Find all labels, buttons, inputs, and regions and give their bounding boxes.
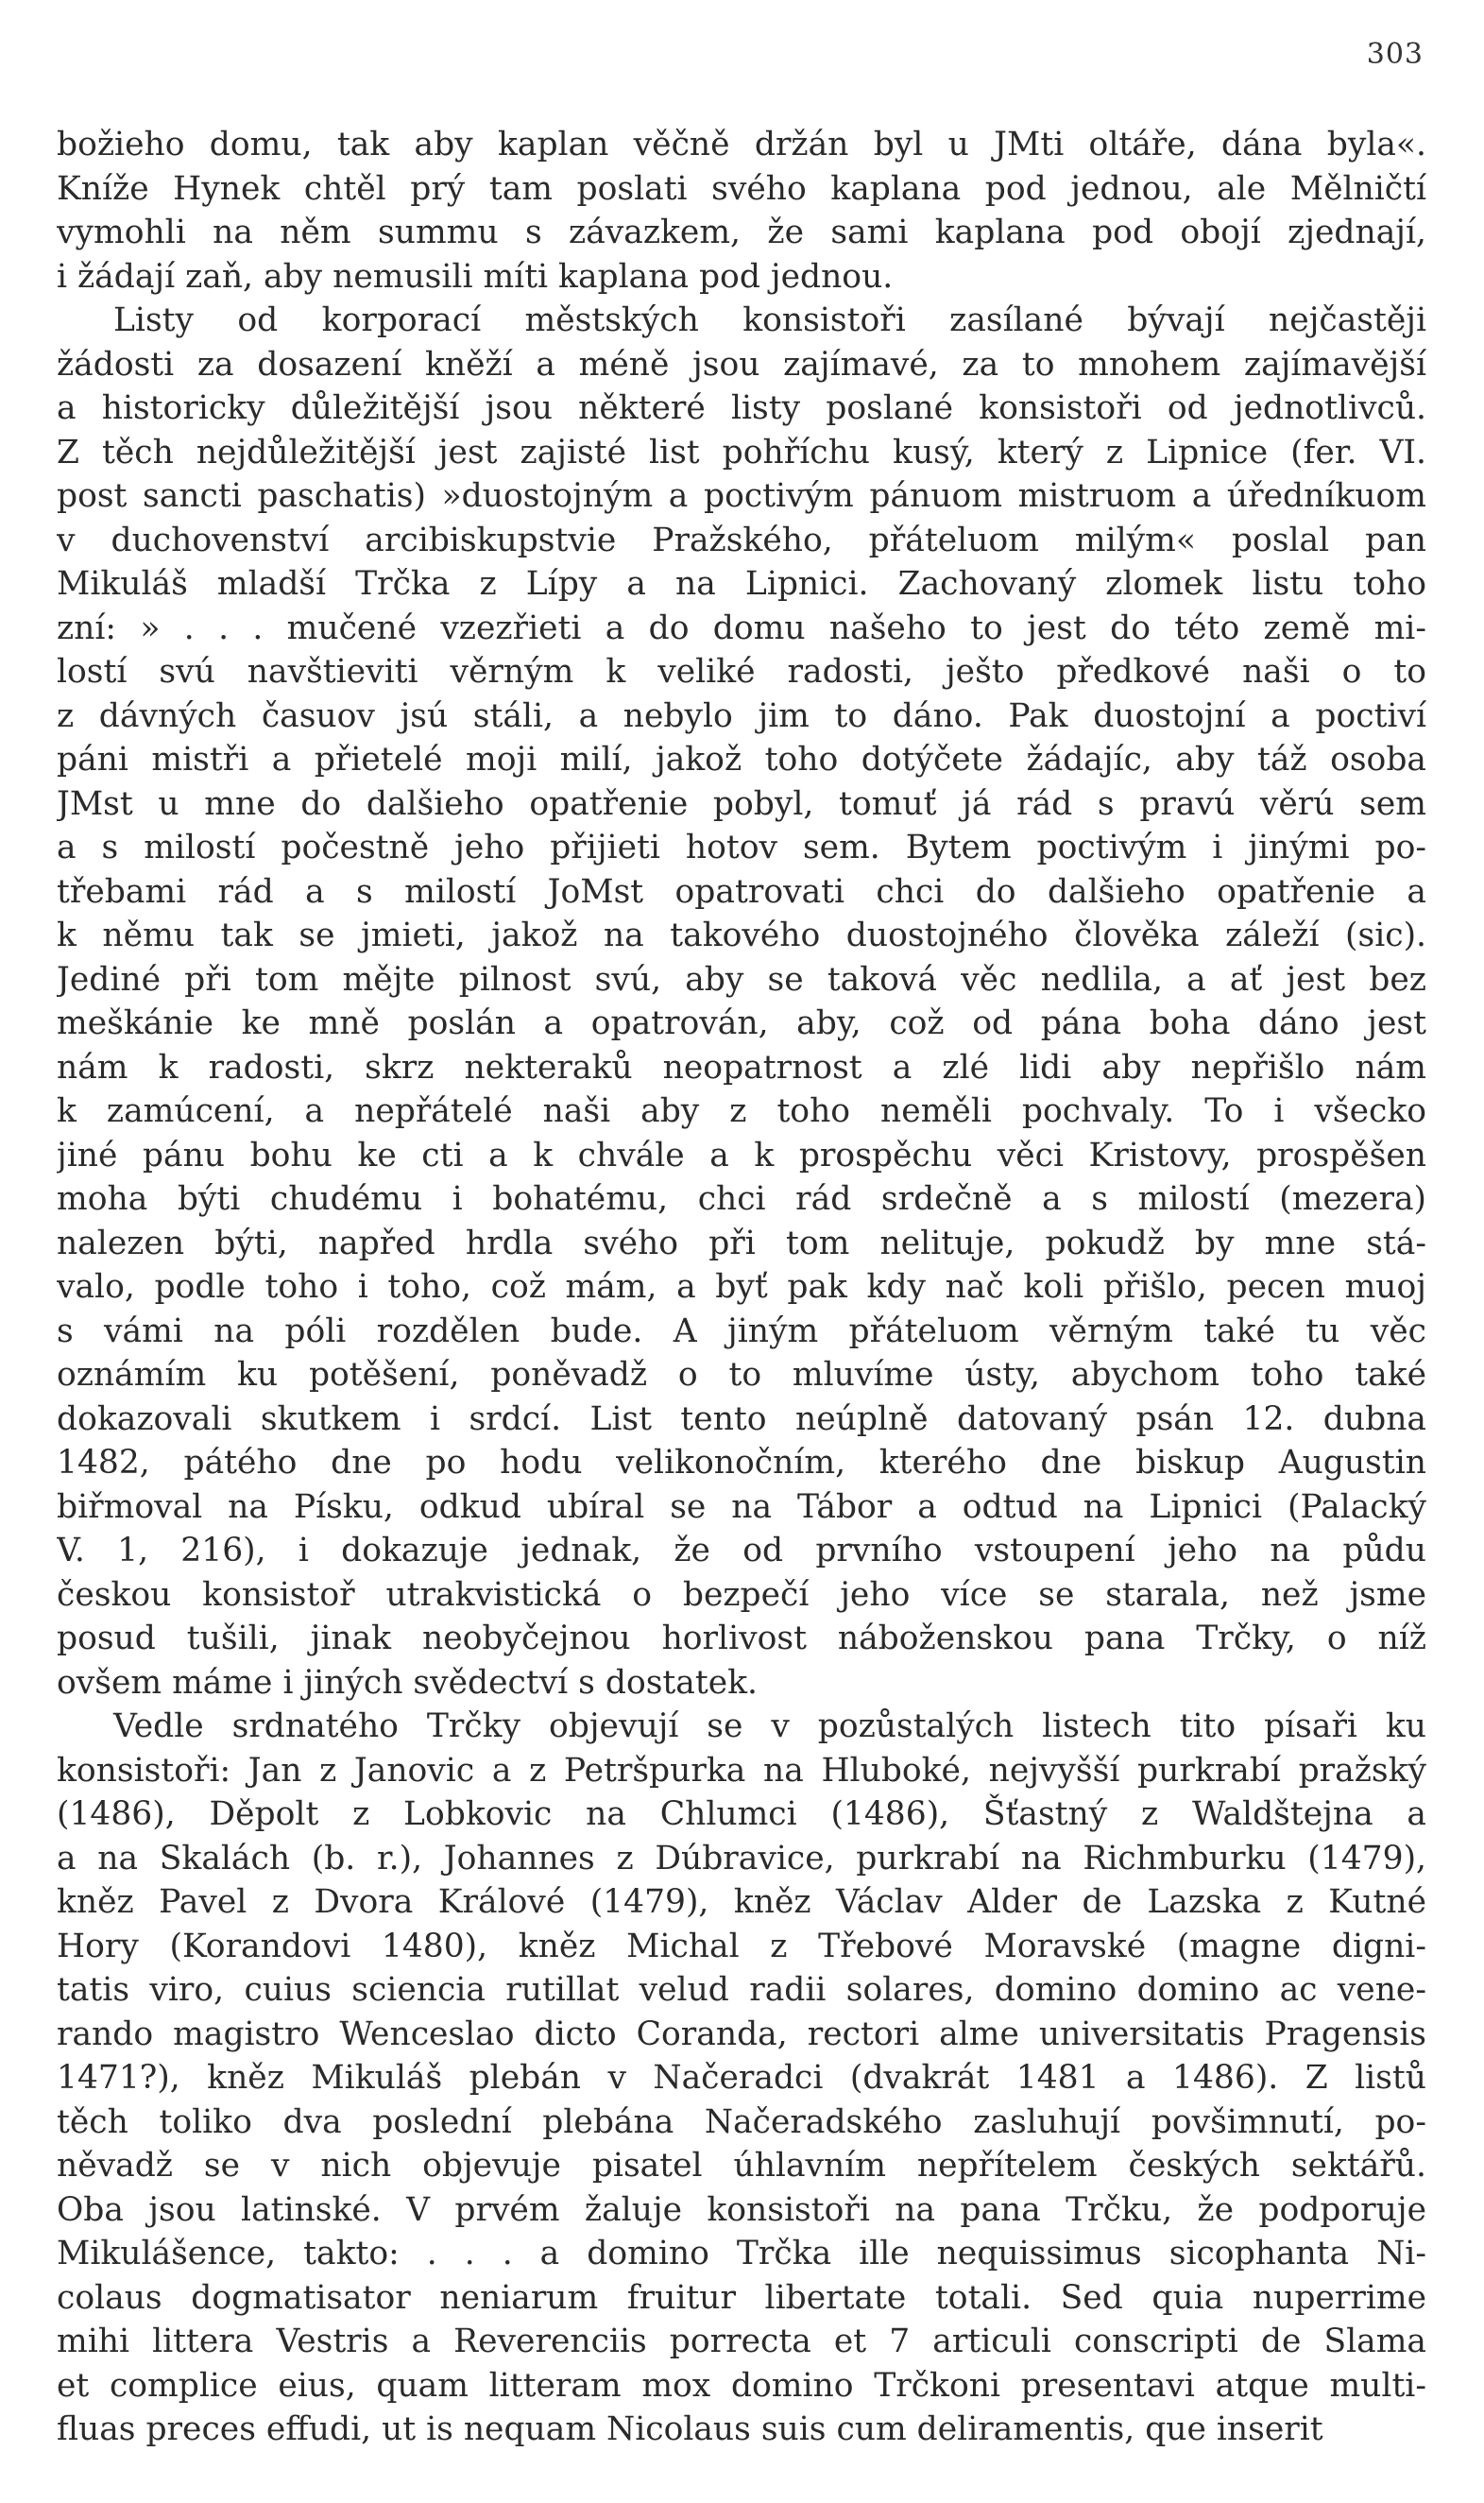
text-line: k zamúcení, a nepřátelé naši aby z toho neměli pochvaly. To i všecko bbox=[57, 1092, 1426, 1130]
text-line: 1471?), kněz Mikuláš plebán v Načeradci (dvakrát 1481 a 1486). Z listů bbox=[57, 2059, 1426, 2097]
text-line: nám k radosti, skrz nekteraků neopatrnost a zlé lidi aby nepřišlo nám bbox=[57, 1048, 1426, 1087]
text-line: tatis viro, cuius sciencia rutillat velud radii solares, domino domino ac vene- bbox=[57, 1971, 1426, 2009]
text-line: rando magistro Wenceslao dicto Coranda, rectori alme universitatis Pragensis bbox=[57, 2014, 1426, 2053]
text-line: kněz Pavel z Dvora Králové (1479), kněz Václav Alder de Lazska z Kutné bbox=[57, 1883, 1426, 1921]
text-line: (1486), Děpolt z Lobkovic na Chlumci (1486), Šťastný z Waldštejna a bbox=[57, 1795, 1426, 1833]
page-number: 303 bbox=[1366, 38, 1424, 71]
paragraph bbox=[57, 123, 1426, 299]
text-line: Vedle srdnatého Trčky objevují se v pozůstalých listech tito písaři ku bbox=[113, 1707, 1426, 1745]
text-line: i žádají zaň, aby nemusili míti kaplana pod jednou. bbox=[57, 257, 894, 296]
text-line: posud tušili, jinak neobyčejnou horlivost náboženskou pana Trčky, o níž bbox=[57, 1620, 1426, 1657]
text-line: mihi littera Vestris a Reverenciis porrecta et 7 articuli conscripti de Slama bbox=[57, 2323, 1426, 2360]
text-line: v duchovenství arcibiskupstvie Pražského, přáteluom milým« poslal pan bbox=[57, 521, 1426, 559]
text-line: božieho domu, tak aby kaplan věčně držán byl u JMti oltáře, dána byla«. bbox=[57, 126, 1426, 163]
text-line: et complice eius, quam litteram mox domino Trčkoni presentavi atque multi- bbox=[57, 2366, 1426, 2405]
text-line: těch toliko dva poslední plebána Načeradského zasluhují povšimnutí, po- bbox=[57, 2102, 1426, 2141]
text-line: z dávných časuov jsú stáli, a nebylo jim to dáno. Pak duostojní a poctiví bbox=[57, 696, 1426, 735]
text-line: Mikuláš mladší Trčka z Lípy a na Lipnici. Zachovaný zlomek listu toho bbox=[57, 565, 1426, 603]
text-line: českou konsistoř utrakvistická o bezpečí jeho více se starala, než jsme bbox=[57, 1575, 1426, 1614]
text-line: a s milostí počestně jeho přijieti hotov sem. Bytem poctivým i jinými po- bbox=[57, 829, 1426, 866]
text-line: něvadž se v nich objevuje pisatel úhlavním nepřítelem českých sektářů. bbox=[57, 2147, 1426, 2185]
text-line: třebami rád a s milostí JoMst opatrovati chci do dalšieho opatřenie a bbox=[57, 872, 1426, 911]
text-line: V. 1, 216), i dokazuje jednak, že od prvního vstoupení jeho na půdu bbox=[57, 1532, 1426, 1569]
text-line: ovšem máme i jiných svědectví s dostatek. bbox=[57, 1663, 759, 1702]
text-line: nalezen býti, napřed hrdla svého při tom nelituje, pokudž by mne stá- bbox=[57, 1224, 1426, 1262]
text-line: vymohli na něm summu s závazkem, že sami kaplana pod obojí zjednají, bbox=[57, 214, 1426, 251]
text-line: 1482, pátého dne po hodu velikonočním, kterého dne biskup Augustin bbox=[57, 1444, 1426, 1482]
text-line: JMst u mne do dalšieho opatřenie pobyl, tomuť já rád s pravú věrú sem bbox=[57, 784, 1426, 823]
text-line: biřmoval na Písku, odkud ubíral se na Tábor a odtud na Lipnici (Palacký bbox=[57, 1487, 1426, 1526]
text-line: post sancti paschatis) »duostojným a poctivým pánuom mistruom a úředníkuom bbox=[57, 477, 1426, 515]
text-line: a na Skalách (b. r.), Johannes z Dúbravice, purkrabí na Richmburku (1479), bbox=[57, 1839, 1426, 1877]
text-line: oznámím ku potěšení, poněvadž o to mluvíme ústy, abychom toho také bbox=[57, 1356, 1426, 1394]
text-line: konsistoři: Jan z Janovic a z Petršpurka na Hluboké, nejvyšší purkrabí pražský bbox=[57, 1751, 1426, 1790]
text-line: moha býti chudému i bohatému, chci rád srdečně a s milostí (mezera) bbox=[57, 1180, 1426, 1218]
text-line: Z těch nejdůležitější jest zajisté list pohříchu kusý, který z Lipnice (fer. VI. bbox=[57, 433, 1426, 471]
text-line: valo, podle toho i toho, což mám, a byť pak kdy nač koli přišlo, pecen muoj bbox=[57, 1268, 1426, 1306]
text-line: lostí svú navštieviti věrným k veliké radosti, ješto předkové naši o to bbox=[57, 653, 1426, 691]
paragraph bbox=[57, 299, 1426, 1705]
text-line: Jediné při tom mějte pilnost svú, aby se taková věc nedlila, a ať jest bez bbox=[57, 960, 1426, 999]
text-line: žádosti za dosazení kněží a méně jsou zajímavé, za to mnohem zajímavější bbox=[57, 345, 1426, 384]
text-line: meškánie ke mně poslán a opatrován, aby, což od pána boha dáno jest bbox=[57, 1004, 1426, 1042]
text-line: fluas preces effudi, ut is nequam Nicolaus suis cum deliramentis, que inserit bbox=[57, 2410, 1323, 2448]
text-line: páni mistři a přietelé moji milí, jakož toho dotýčete žádajíc, aby táž osoba bbox=[57, 741, 1426, 779]
text-line: Oba jsou latinské. V prvém žaluje konsistoři na pana Trčku, že podporuje bbox=[57, 2190, 1426, 2229]
text-line: colaus dogmatisator neniarum fruitur libertate totali. Sed quia nuperrime bbox=[57, 2278, 1426, 2317]
text-line: s vámi na póli rozdělen bude. A jiným přáteluom věrným také tu věc bbox=[57, 1312, 1426, 1350]
text-line: dokazovali skutkem i srdcí. List tento neúplně datovaný psán 12. dubna bbox=[57, 1399, 1426, 1438]
paragraph bbox=[57, 1705, 1426, 2452]
body-text bbox=[57, 123, 1426, 2452]
text-line: zní: » . . . mučené vzezřieti a do domu našeho to jest do této země mi- bbox=[57, 609, 1426, 647]
text-line: Kníže Hynek chtěl prý tam poslati svého kaplana pod jednou, ale Mělničtí bbox=[57, 169, 1426, 208]
text-line: jiné pánu bohu ke cti a k chvále a k prospěchu věci Kristovy, prospěšen bbox=[57, 1136, 1426, 1174]
text-line: k němu tak se jmieti, jakož na takového duostojného člověka záleží (sic). bbox=[57, 917, 1426, 954]
text-line: a historicky důležitější jsou některé listy poslané konsistoři od jednotlivců. bbox=[57, 389, 1426, 427]
text-line: Mikulášence, takto: . . . a domino Trčka ille nequissimus sicophanta Ni- bbox=[57, 2235, 1426, 2272]
text-line: Listy od korporací městských konsistoři zasílané bývají nejčastěji bbox=[113, 301, 1426, 339]
text-line: Hory (Korandovi 1480), kněz Michal z Třebové Moravské (magne digni- bbox=[57, 1927, 1426, 1965]
